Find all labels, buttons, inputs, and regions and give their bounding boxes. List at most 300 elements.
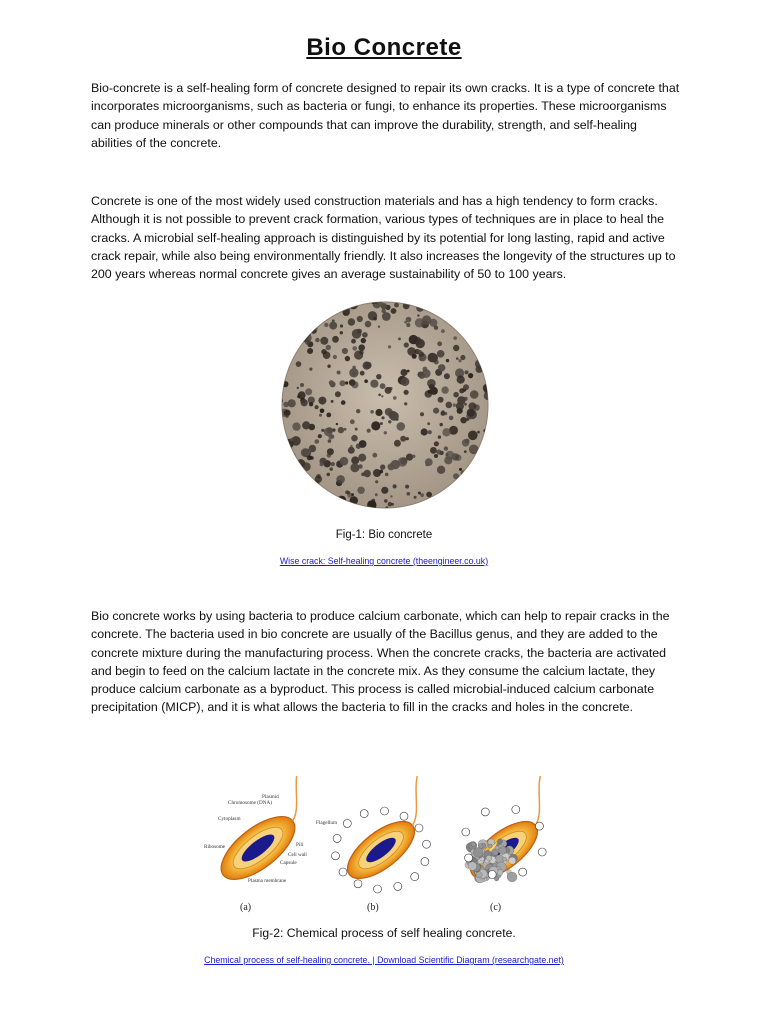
pore	[296, 307, 301, 312]
pore	[315, 405, 319, 409]
figure2-source-link[interactable]: Chemical process of self-healing concrete. | Download Scientific Diagram (researchgate.net)	[204, 955, 564, 965]
pore	[343, 309, 350, 316]
pore	[443, 300, 451, 307]
pore	[438, 435, 441, 438]
pore	[348, 318, 355, 325]
ion-circle	[360, 810, 368, 818]
pore	[314, 307, 323, 316]
pore	[327, 473, 331, 477]
pore	[453, 403, 456, 406]
pore	[318, 397, 326, 405]
pore	[380, 422, 383, 425]
pore	[381, 303, 387, 309]
pore	[433, 408, 439, 414]
pore	[321, 429, 324, 432]
pore	[437, 466, 445, 474]
ion-circle	[332, 852, 340, 860]
pore	[350, 419, 355, 424]
pore	[406, 437, 409, 440]
pore	[449, 416, 454, 421]
calcium-carbonate-crystal	[476, 872, 482, 878]
pore	[301, 448, 310, 457]
pore	[365, 321, 372, 328]
pore	[390, 495, 392, 497]
pore	[468, 431, 478, 441]
figure2-caption: Fig-2: Chemical process of self healing concrete.	[252, 926, 516, 940]
pore	[298, 500, 306, 508]
label-pili: Pili	[296, 842, 304, 848]
pore	[457, 396, 465, 404]
pore	[416, 339, 425, 348]
pore	[324, 323, 328, 327]
pore	[288, 458, 292, 462]
pore	[328, 439, 332, 443]
pore	[483, 452, 490, 461]
page-title: Bio Concrete	[306, 34, 462, 61]
pore	[296, 313, 300, 317]
pore	[476, 466, 481, 471]
pore	[332, 336, 339, 343]
pore	[358, 344, 365, 351]
pore	[352, 329, 362, 339]
pore	[338, 427, 344, 433]
pore	[444, 497, 453, 506]
pore	[484, 445, 490, 452]
pore	[345, 356, 350, 361]
pore	[401, 369, 408, 376]
pore	[357, 487, 364, 494]
pore	[281, 325, 286, 330]
ion-circle	[423, 840, 431, 848]
pore	[326, 413, 331, 418]
ion-circle	[343, 819, 351, 827]
pore	[345, 381, 348, 384]
pore	[470, 390, 479, 399]
pore	[315, 439, 320, 444]
pore	[302, 300, 310, 307]
pore	[364, 379, 368, 383]
pore	[406, 454, 413, 461]
pore	[356, 444, 361, 449]
pore	[434, 360, 439, 365]
pore	[418, 492, 421, 495]
pore	[310, 483, 313, 486]
pore	[339, 380, 345, 386]
pore	[296, 327, 301, 332]
pore	[327, 448, 334, 455]
pore	[453, 473, 459, 479]
pore	[351, 493, 354, 496]
pore	[417, 314, 419, 316]
pore	[476, 316, 481, 321]
pore	[280, 455, 286, 464]
pore	[305, 388, 312, 395]
pore	[300, 302, 304, 306]
ion-circle	[535, 822, 543, 830]
pore	[457, 376, 465, 384]
ion-circle	[462, 828, 470, 836]
pore	[375, 409, 382, 416]
pore	[473, 408, 475, 410]
pore	[330, 467, 333, 470]
ion-circle	[411, 873, 419, 881]
pore	[373, 317, 377, 321]
pore	[426, 301, 430, 305]
pore	[280, 364, 283, 369]
pore	[385, 387, 392, 394]
pore	[404, 402, 407, 405]
pore	[453, 336, 457, 340]
panel-label-a: (a)	[240, 902, 252, 913]
pore	[441, 386, 448, 393]
pore	[469, 445, 479, 455]
pore	[425, 463, 429, 467]
pore	[381, 487, 388, 494]
pore	[394, 303, 399, 308]
pore	[421, 428, 428, 435]
pore	[460, 417, 466, 423]
pore	[385, 408, 393, 416]
calcium-carbonate-crystal	[468, 862, 477, 871]
pore	[283, 303, 292, 312]
chemical-process-diagram	[196, 776, 576, 916]
pore	[488, 302, 490, 305]
pore	[434, 454, 438, 458]
calcium-carbonate-crystal	[495, 846, 499, 850]
pore	[311, 300, 318, 304]
pore	[388, 345, 391, 348]
calcium-carbonate-crystal	[486, 855, 492, 861]
pore	[455, 316, 457, 318]
pore	[351, 339, 356, 344]
pore	[385, 473, 389, 477]
pore	[326, 345, 331, 350]
pore	[282, 342, 291, 351]
pore	[349, 379, 356, 386]
ion-circle	[519, 868, 527, 876]
pore	[309, 456, 313, 460]
pore	[293, 345, 297, 349]
pore	[282, 302, 291, 311]
pore	[307, 348, 313, 354]
pore	[333, 355, 337, 359]
pore	[293, 506, 295, 508]
pore	[302, 421, 310, 429]
ion-circle	[394, 882, 402, 890]
pore	[473, 458, 478, 463]
calcium-carbonate-crystal	[488, 844, 492, 848]
pore	[358, 454, 366, 462]
ion-circle	[512, 806, 520, 814]
pore	[456, 357, 459, 360]
pore	[441, 329, 445, 333]
pore	[351, 456, 359, 464]
pore	[280, 372, 285, 379]
ion-circle	[333, 834, 341, 842]
pore	[292, 422, 300, 430]
pore	[459, 388, 464, 393]
pore	[296, 361, 302, 367]
pore	[372, 453, 377, 458]
pore	[373, 300, 382, 308]
pore	[388, 463, 395, 470]
pore	[300, 383, 304, 387]
pore	[464, 370, 468, 374]
pore	[325, 300, 332, 305]
pore	[406, 317, 412, 323]
pore	[397, 422, 406, 431]
pore	[331, 400, 334, 403]
pore	[422, 315, 431, 324]
pore	[320, 409, 325, 414]
pore	[407, 492, 411, 496]
ion-circle	[415, 824, 423, 832]
pore	[367, 429, 371, 433]
calcium-carbonate-crystal	[471, 842, 475, 846]
pore	[430, 447, 437, 454]
pore	[350, 463, 359, 472]
pore	[428, 430, 432, 434]
pore	[340, 324, 343, 327]
pore	[480, 300, 485, 304]
pore	[300, 323, 306, 329]
pore	[336, 475, 345, 484]
pore	[354, 350, 363, 359]
pore	[315, 338, 319, 342]
pore	[347, 491, 350, 494]
pore	[437, 341, 442, 346]
ion-circle	[488, 871, 496, 879]
pore	[382, 312, 391, 321]
pore	[440, 423, 443, 426]
pore	[446, 359, 449, 362]
pore	[444, 507, 447, 510]
pore	[455, 483, 463, 491]
pore	[444, 446, 448, 450]
pore	[342, 348, 348, 354]
pore	[360, 371, 365, 376]
pore	[290, 453, 296, 459]
pore	[286, 415, 289, 418]
label-plasmid: Plasmid	[262, 794, 279, 800]
pore	[334, 499, 340, 505]
pore	[331, 462, 335, 466]
label-cellwall: Cell wall	[288, 852, 307, 858]
pore	[311, 329, 316, 334]
pore	[438, 364, 445, 371]
pore	[376, 374, 381, 379]
pore	[458, 359, 461, 362]
pore	[349, 368, 358, 377]
pore	[348, 447, 355, 454]
pore	[284, 486, 294, 496]
pore	[398, 338, 401, 341]
pore	[335, 505, 339, 509]
pore	[341, 400, 346, 405]
pore	[420, 493, 424, 497]
pore	[381, 416, 384, 419]
pore	[337, 371, 341, 375]
pore	[323, 351, 331, 359]
pore	[473, 466, 481, 474]
pore	[299, 327, 301, 329]
pore	[434, 441, 439, 446]
pore	[327, 365, 330, 368]
pore	[406, 323, 410, 327]
calcium-carbonate-crystal	[499, 847, 507, 855]
pore	[469, 402, 477, 410]
pore	[438, 397, 444, 403]
pore	[320, 462, 324, 466]
pore	[375, 493, 378, 496]
pore	[400, 436, 406, 442]
pore	[471, 333, 475, 337]
pore	[436, 449, 441, 454]
panel-label-c: (c)	[490, 902, 502, 913]
pore	[427, 422, 430, 425]
pore	[318, 434, 322, 438]
figure1-source-link[interactable]: Wise crack: Self-healing concrete (theengineer.co.uk)	[279, 556, 489, 566]
pore	[327, 427, 333, 433]
pore	[328, 434, 333, 439]
pore	[309, 368, 312, 371]
pore	[362, 332, 368, 338]
pore	[311, 317, 318, 324]
pore	[468, 326, 474, 332]
pore	[293, 308, 302, 317]
pore	[336, 423, 338, 425]
pore	[304, 321, 312, 329]
pore	[429, 384, 434, 389]
pore	[414, 496, 417, 499]
bacteria-diagram	[196, 776, 576, 916]
pore	[404, 390, 409, 395]
pore	[401, 377, 410, 386]
pore	[340, 457, 349, 466]
ion-circle	[354, 880, 362, 888]
pore	[462, 334, 464, 336]
pore	[439, 500, 446, 507]
pore	[297, 387, 299, 389]
pore	[475, 329, 480, 334]
pore	[404, 342, 409, 347]
pore	[356, 409, 360, 413]
pore	[426, 492, 432, 498]
pore	[446, 495, 450, 499]
pore	[470, 498, 477, 505]
pore	[371, 421, 380, 430]
pore	[394, 440, 401, 447]
pore	[447, 308, 455, 316]
pore	[288, 399, 296, 407]
pore	[378, 394, 381, 397]
calcium-carbonate-crystal	[473, 848, 483, 858]
pore	[380, 383, 386, 389]
ion-circle	[481, 808, 489, 816]
pore	[485, 354, 488, 357]
pore	[352, 346, 357, 351]
pore	[280, 454, 286, 460]
pore	[405, 485, 409, 489]
ion-circle	[538, 848, 546, 856]
pore	[416, 300, 419, 303]
pore	[329, 322, 337, 330]
label-capsule: Capsule	[280, 860, 297, 866]
pore	[486, 437, 490, 441]
pore	[486, 471, 491, 476]
label-flagellum: Flagellum	[316, 820, 338, 826]
pore	[407, 370, 410, 373]
pore	[309, 503, 312, 506]
pore	[407, 347, 416, 356]
pore	[337, 496, 345, 504]
pore	[464, 450, 467, 453]
pore	[457, 408, 463, 414]
pore	[373, 469, 381, 477]
pore	[468, 373, 473, 378]
pore	[435, 504, 441, 510]
pore	[482, 303, 490, 312]
pore	[446, 402, 453, 409]
pore	[391, 308, 397, 314]
ion-circle	[400, 812, 408, 820]
pore	[484, 300, 487, 303]
ion-circle	[381, 807, 389, 815]
pore	[337, 300, 343, 303]
panel-label-b: (b)	[367, 902, 379, 913]
pore	[355, 428, 358, 431]
pore	[472, 303, 480, 311]
process-paragraph: Bio concrete works by using bacteria to produce calcium carbonate, which can help to repair cracks in the concrete. The bacteria used in bio concrete are usually of the Bacillus genus, and they are added to the concrete mixture during the manufacturing process. When the concrete cracks, the bacteria are activated and begin to feed on the calcium lactate in the concrete mix. As they consume the calcium lactate, they produce calcium carbonate as a byproduct. This process is called microbial-induced calcium carbonate precipitation (MICP), and it is what allows the bacteria to fill in the cracks and holes in the concrete.	[91, 609, 670, 715]
pore	[378, 326, 380, 328]
pore	[297, 395, 301, 399]
pore	[432, 501, 438, 507]
pore	[442, 492, 445, 495]
pore	[367, 500, 376, 509]
calcium-carbonate-crystal	[509, 857, 516, 864]
pore	[444, 373, 450, 379]
pore	[391, 503, 394, 506]
pore	[453, 345, 459, 351]
pore	[375, 480, 378, 483]
pore	[357, 316, 363, 322]
pore	[308, 333, 311, 336]
pore	[479, 319, 485, 325]
pore	[462, 439, 470, 447]
calcium-carbonate-crystal	[507, 872, 517, 882]
pore	[301, 399, 308, 406]
pore	[419, 373, 425, 379]
cracks-paragraph: Concrete is one of the most widely used construction materials and has a high tendency to form cracks. Although it is not possible to prevent crack formation, various types of techniques are in place to heal the cracks. A microbial self-healing approach is distinguished by its potential for long lasting, rapid and active crack repair, while also being environmentally friendly. It also increases the longevity of the structures up to 200 years whereas normal concrete gives an average sustainability of 50 to 100 years.	[91, 194, 676, 282]
ion-circle	[374, 885, 382, 893]
pore	[423, 367, 428, 372]
bio-concrete-image	[280, 300, 490, 510]
pore	[388, 420, 391, 423]
pore	[370, 380, 378, 388]
pore	[284, 354, 290, 360]
pore	[477, 431, 480, 434]
calcium-carbonate-crystal	[498, 839, 503, 844]
pore	[393, 484, 397, 488]
pore	[384, 431, 387, 434]
calcium-carbonate-crystal	[503, 857, 507, 861]
pore	[441, 411, 446, 416]
pore	[361, 338, 366, 343]
label-plasma-membrane: Plasma membrane	[248, 878, 287, 884]
pore	[320, 337, 328, 345]
pore	[405, 506, 411, 510]
pore	[370, 410, 374, 414]
